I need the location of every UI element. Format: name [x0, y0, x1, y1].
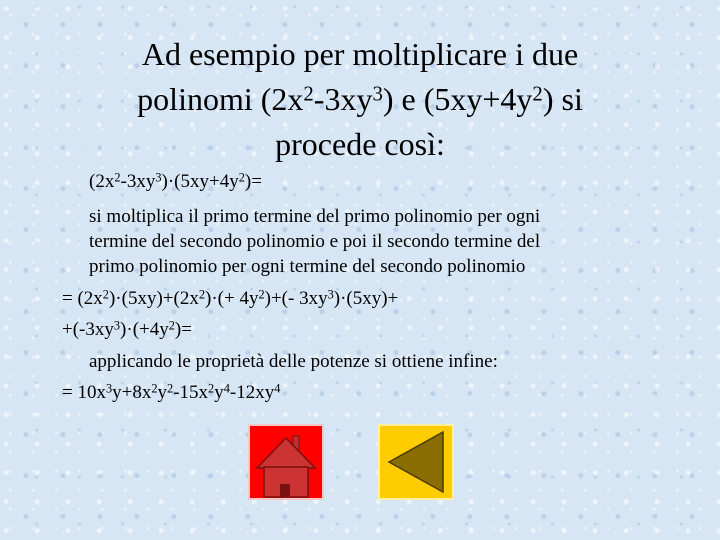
explanation-line-2: termine del secondo polinomio e poi il secondo termine del [89, 231, 541, 252]
result-intro-line: applicando le proprietà delle potenze si ottiene infine: [89, 351, 498, 372]
home-button[interactable] [248, 424, 324, 500]
title-line-3: procede così: [275, 126, 445, 162]
expansion-line-1: = $(2x^2)\cdot(5xy)+(2x^2)\cdot(+ 4y^2)+(-$ $3xy^3)\cdot(5xy)+$ [62, 287, 399, 309]
title-line-1: Ad esempio per moltiplicare i due [141, 36, 579, 72]
title-line-2: polinomi $(2x^2-3xy^3)$ e $(5xy+4y^2)$ si [137, 81, 583, 117]
back-button[interactable] [378, 424, 454, 500]
explanation-line-3: primo polinomio per ogni termine del secondo polinomio [89, 256, 526, 277]
result-line: = $10x^3y+8x^2y^2-15x^2y^4-12xy^4$ [62, 381, 281, 403]
back-triangle-icon [380, 426, 452, 498]
expansion-line-2: $+(-3xy^3)\cdot(+4y^2)=$ [62, 318, 192, 340]
expression-line: $(2x^2-3xy^3)\cdot(5xy+4y^2)=$ [89, 170, 262, 192]
home-icon [250, 426, 322, 498]
explanation-line-1: si moltiplica il primo termine del primo polinomio per ogni [89, 206, 541, 227]
